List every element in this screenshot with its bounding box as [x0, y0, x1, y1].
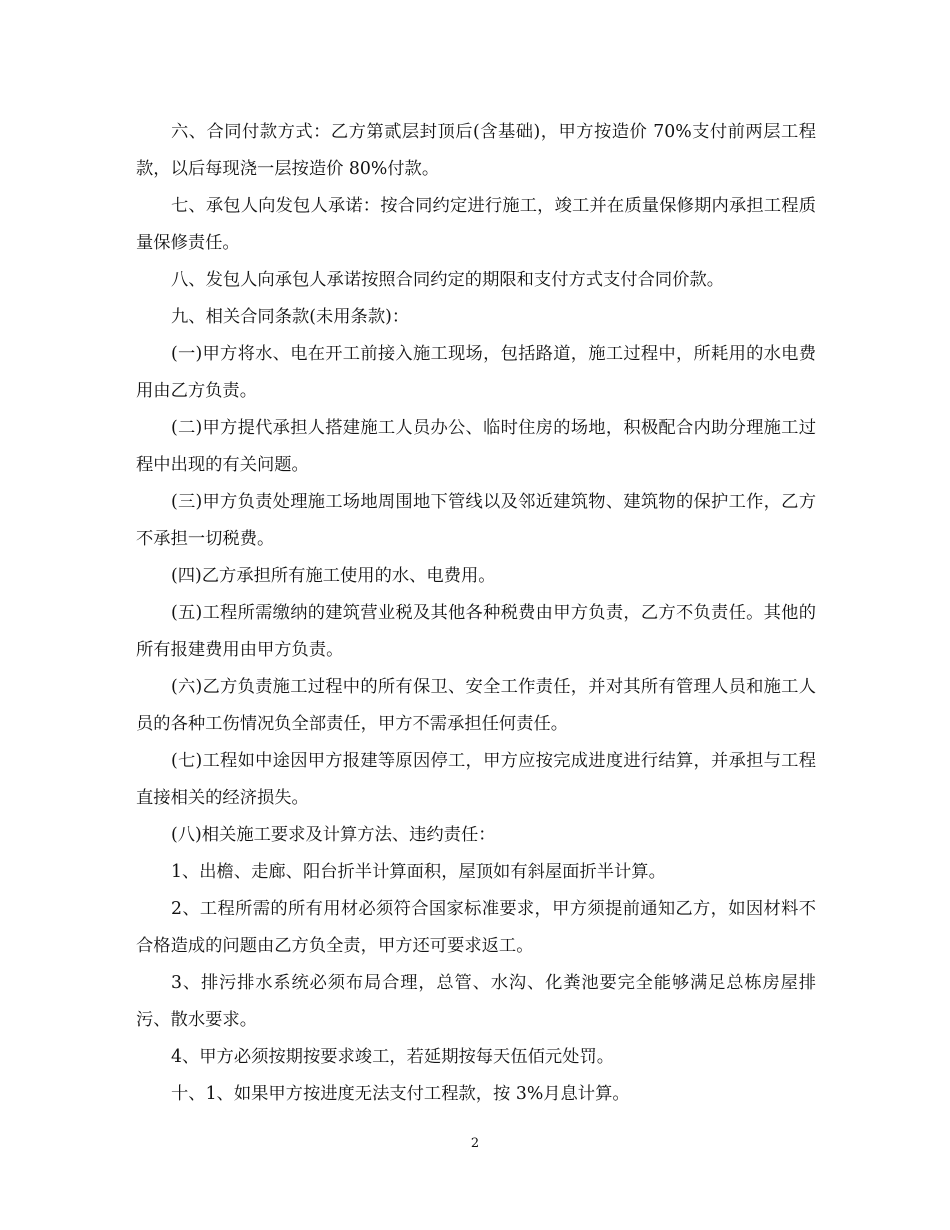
clause-9-item-5: (五)工程所需缴纳的建筑营业税及其他各种税费由甲方负责，乙方不负责任。其他的所有报建费用由甲方负责。 [136, 603, 816, 660]
clause-9-item-2: (二)甲方提代承担人搭建施工人员办公、临时住房的场地，积极配合内助分理施工过程中出现的有关问题。 [136, 418, 816, 475]
requirement-2: 2、工程所需的所有用材必须符合国家标准要求，甲方须提前通知乙方，如因材料不合格造成的问题由乙方负全责，甲方还可要求返工。 [136, 899, 816, 956]
clause-9-item-8-heading: (八)相关施工要求及计算方法、违约责任： [171, 825, 496, 845]
document-body [136, 114, 816, 1113]
clause-10-item-1: 十、1、如果甲方按进度无法支付工程款，按 3%月息计算。 [171, 1084, 630, 1104]
clause-9-heading: 九、相关合同条款(未用条款)： [171, 307, 410, 327]
clause-9-item-3: (三)甲方负责处理施工场地周围地下管线以及邻近建筑物、建筑物的保护工作，乙方不承担一切税费。 [136, 492, 816, 549]
page-number: 2 [470, 1136, 480, 1151]
clause-9-item-6: (六)乙方负责施工过程中的所有保卫、安全工作责任，并对其所有管理人员和施工人员的各种工伤情况负全部责任，甲方不需承担任何责任。 [136, 677, 816, 734]
clause-7-contractor-commitment: 七、承包人向发包人承诺：按合同约定进行施工，竣工并在质量保修期内承担工程质量保修责任。 [136, 196, 816, 253]
requirement-3: 3、排污排水系统必须布局合理，总管、水沟、化粪池要完全能够满足总栋房屋排污、散水要求。 [136, 973, 816, 1030]
requirement-1: 1、出檐、走廊、阳台折半计算面积，屋顶如有斜屋面折半计算。 [171, 862, 666, 882]
clause-9-item-4: (四)乙方承担所有施工使用的水、电费用。 [171, 566, 496, 586]
clause-8-employer-commitment: 八、发包人向承包人承诺按照合同约定的期限和支付方式支付合同价款。 [171, 270, 725, 290]
requirement-4: 4、甲方必须按期按要求竣工，若延期按每天伍佰元处罚。 [171, 1047, 615, 1067]
clause-6-payment-method: 六、合同付款方式：乙方第贰层封顶后(含基础)，甲方按造价 70%支付前两层工程款，以后每现浇一层按造价 80%付款。 [136, 122, 816, 179]
clause-9-item-1: (一)甲方将水、电在开工前接入施工现场，包括路道，施工过程中，所耗用的水电费用由乙方负责。 [136, 344, 816, 401]
clause-9-item-7: (七)工程如中途因甲方报建等原因停工，甲方应按完成进度进行结算，并承担与工程直接相关的经济损失。 [136, 751, 816, 808]
